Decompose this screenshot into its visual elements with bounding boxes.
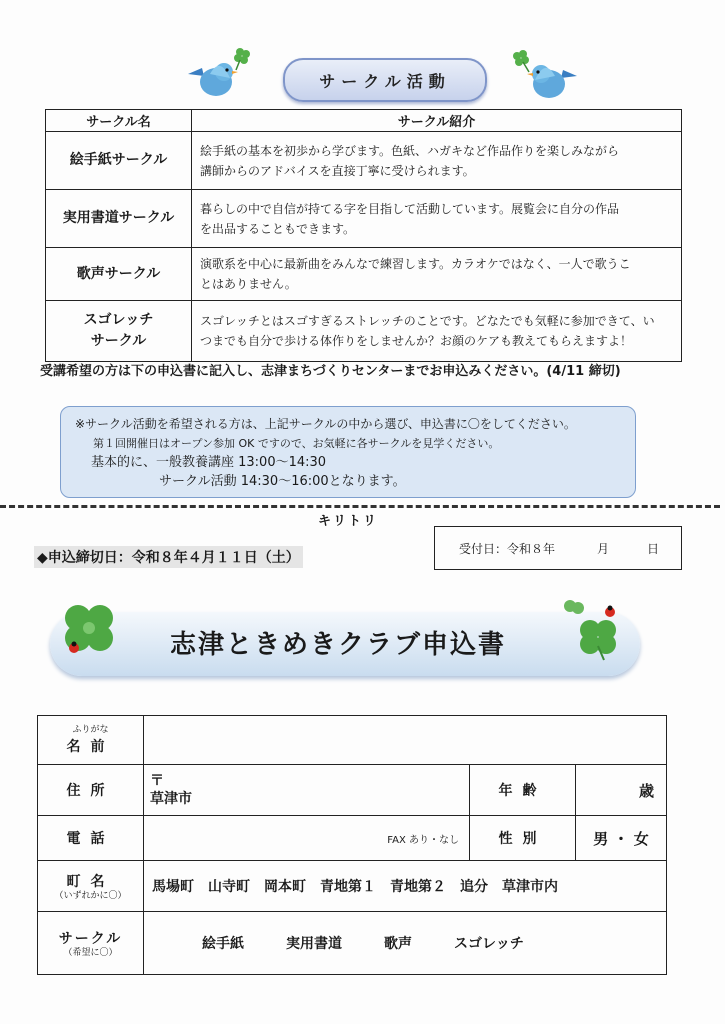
received-label: 受付日：令和８年: [459, 541, 556, 556]
circle-label: サークル: [58, 930, 123, 947]
form-row-phone: [38, 816, 667, 861]
town-label-cell: [38, 861, 144, 912]
furigana-label: ふりがな: [72, 724, 109, 735]
circle-name-line: サークル: [90, 333, 147, 349]
phone-label: 電話: [38, 816, 144, 861]
received-month: 月: [597, 541, 610, 556]
header-circle-intro: サークル紹介: [192, 110, 682, 132]
sex-label: 性別: [470, 816, 576, 861]
clover-ladybug-right-icon: [560, 596, 630, 662]
info-line: 第１回開催日はオープン参加 OK ですので、お気軽に各サークルを見学ください。: [93, 437, 500, 450]
circle-label-cell: [38, 912, 144, 975]
address-label: 住所: [38, 765, 144, 816]
form-row-name: [38, 716, 667, 765]
circle-name: 歌声サークル: [46, 248, 192, 301]
circle-desc: [192, 132, 682, 190]
circle-table: [45, 109, 682, 362]
circle-desc-line: 講師からのアドバイスを直接丁寧に受けられます。: [200, 163, 475, 178]
info-line: 基本的に、一般教養講座 13:00～14:30: [91, 455, 327, 470]
circle-table-header: [46, 110, 682, 132]
circle-name: 絵手紙サークル: [46, 132, 192, 190]
form-row-circle: [38, 912, 667, 975]
circle-note: （希望に〇）: [63, 947, 118, 958]
circle-name: [46, 301, 192, 362]
circle-desc: [192, 248, 682, 301]
table-row: [46, 301, 682, 362]
circle-desc-line: とはありません。: [200, 277, 297, 291]
name-input-cell[interactable]: [144, 716, 667, 765]
received-day: 日: [647, 541, 660, 556]
name-label-cell: [38, 716, 144, 765]
sex-options[interactable]: 男 ・ 女: [576, 816, 667, 861]
form-row-address: [38, 765, 667, 816]
info-line: サークル活動 14:30～16:00となります。: [159, 474, 406, 489]
postal-mark: 〒: [150, 773, 164, 789]
address-city: 草津市: [150, 791, 192, 807]
clover-ladybug-icon: [58, 600, 122, 658]
application-form: [37, 715, 667, 975]
name-label: 名前: [66, 738, 115, 755]
phone-input-cell[interactable]: [144, 816, 470, 861]
age-unit: 歳: [638, 781, 654, 800]
table-row: [46, 132, 682, 190]
town-note: （いずれかに〇）: [54, 890, 127, 901]
circle-desc-line: 絵手紙の基本を初歩から学びます。色紙、ハガキなど作品作りを楽しみながら: [200, 143, 620, 158]
deadline: ◆申込締切日：令和８年４月１１日（土）: [34, 546, 303, 568]
circle-name: 実用書道サークル: [46, 190, 192, 248]
circle-desc-line: 演歌系を中心に最新曲をみんなで練習します。カラオケではなく、一人で歌うこ: [200, 257, 631, 271]
info-box: [60, 406, 636, 498]
circle-activities-title: サークル活動: [283, 58, 487, 102]
form-row-town: [38, 861, 667, 912]
circle-desc-line: つまでも自分で歩ける体作りをしませんか？お顔のケアも教えてもらえますよ！: [200, 334, 633, 348]
circle-desc: [192, 190, 682, 248]
cut-label: キリトリ: [318, 514, 379, 529]
age-label: 年齢: [470, 765, 576, 816]
table-row: [46, 248, 682, 301]
info-line: ※サークル活動を希望される方は、上記サークルの中から選び、申込書に〇をしてください。: [75, 417, 576, 431]
town-options[interactable]: 馬場町 山寺町 岡本町 青地第１ 青地第２ 追分 草津市内: [144, 861, 667, 912]
cut-line: [0, 505, 720, 508]
header-circle-name: サークル名: [46, 110, 192, 132]
circle-desc-line: スゴレッチとはスゴすぎるストレッチのことです。どなたでも気軽に参加できて、い: [200, 314, 655, 328]
fax-option: FAX あり・なし: [387, 834, 459, 846]
town-label: 町名: [66, 873, 115, 890]
age-input-cell[interactable]: [576, 765, 667, 816]
circle-options[interactable]: 絵手紙 実用書道 歌声 スゴレッチ: [144, 912, 667, 975]
address-input-cell[interactable]: [144, 765, 470, 816]
form-title: 志津ときめきクラブ申込書: [170, 630, 507, 660]
circle-desc: [192, 301, 682, 362]
bird-clover-right-icon: [513, 50, 585, 106]
application-note: 受講希望の方は下の申込書に記入し、志津まちづくりセンターまでお申込みください。(4/11 締切): [40, 364, 621, 379]
circle-desc-line: を出品することもできます。: [200, 221, 356, 236]
received-date-box: [434, 526, 682, 570]
table-row: [46, 190, 682, 248]
bird-clover-left-icon: [180, 48, 252, 104]
circle-desc-line: 暮らしの中で自信が持てる字を目指して活動しています。展覧会に自分の作品: [200, 201, 620, 216]
circle-name-line: スゴレッチ: [83, 312, 154, 328]
